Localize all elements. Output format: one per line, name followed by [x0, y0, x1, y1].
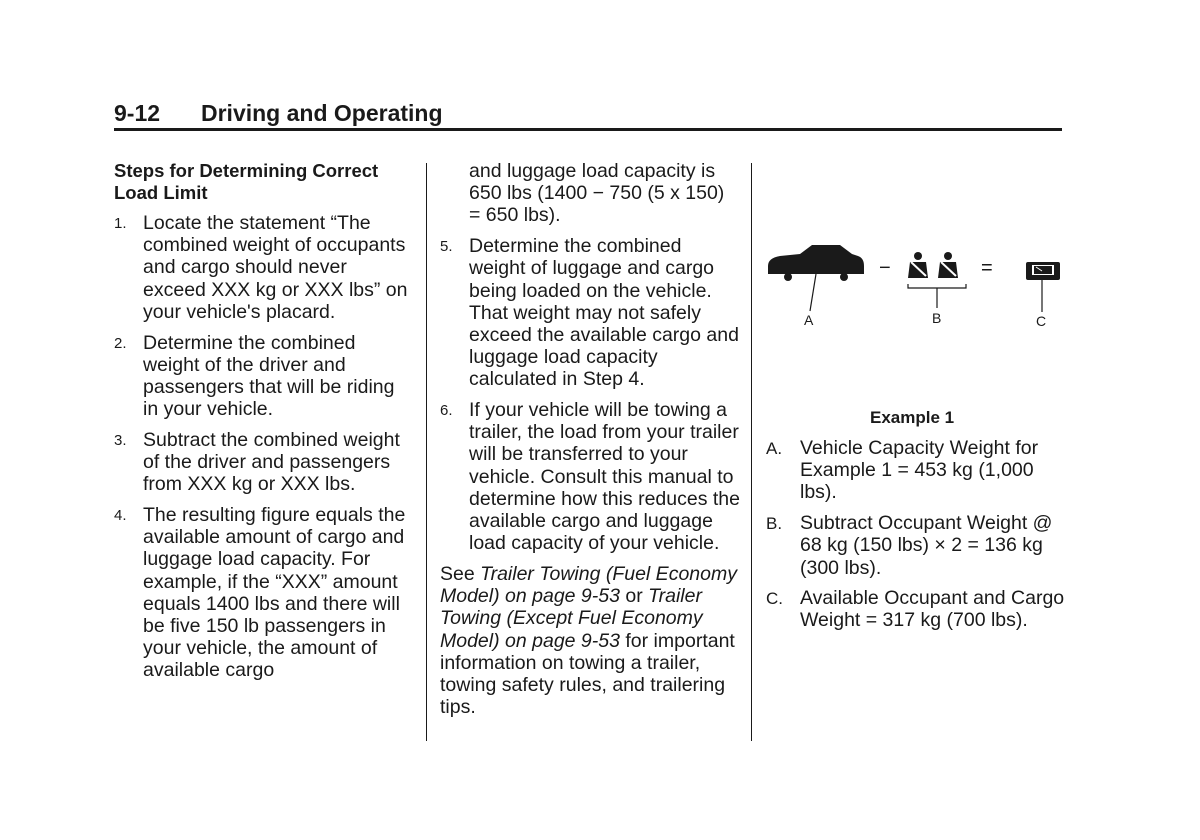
- item-text: Subtract Occupant Weight @ 68 kg (150 lbs) × 2 = 136 kg (300 lbs).: [800, 512, 1053, 579]
- column-divider: [426, 163, 427, 741]
- item-letter: A.: [766, 439, 783, 458]
- steps-list: [440, 235, 740, 554]
- list-item: [114, 332, 414, 421]
- item-text: Determine the combined weight of the driver and passengers that will be riding in your vehicle.: [143, 331, 395, 421]
- load-diagram: [766, 236, 1066, 336]
- header-rule: [114, 128, 1062, 131]
- see-suffix: for important information on towing a trailer, towing safety rules, and trailering tips.: [440, 629, 735, 719]
- list-item: [766, 587, 1066, 631]
- seatbelt-occupant-icon: [938, 252, 958, 278]
- example-list: [766, 437, 1066, 632]
- list-item: [114, 504, 414, 682]
- label-c: C: [1036, 313, 1047, 329]
- item-letter: C.: [766, 589, 783, 609]
- item-text: Vehicle Capacity Weight for Example 1 = 453 kg (1,000 lbs).: [800, 437, 1039, 504]
- section-title: Driving and Operating: [201, 100, 443, 126]
- trailer-towing-except-fuel-economy-link[interactable]: Trailer Towing (Except Fuel Economy Model) on page 9‑53: [440, 585, 703, 652]
- seatbelt-occupant-icon: [908, 252, 928, 278]
- trailer-towing-fuel-economy-link[interactable]: Trailer Towing (Fuel Economy Model) on page 9‑53: [440, 562, 737, 608]
- list-item: [114, 429, 414, 496]
- continued-text: and luggage load capacity is 650 lbs (1400 − 750 (5 x 150) = 650 lbs).: [469, 160, 725, 227]
- item-number: 2.: [114, 334, 127, 352]
- column-1: [114, 160, 414, 690]
- load-illustration: [766, 236, 1066, 336]
- see-reference: [440, 563, 740, 718]
- steps-list: [114, 212, 414, 682]
- page-number: 9-12: [114, 100, 161, 126]
- item-text: If your vehicle will be towing a trailer, the load from your trailer will be transferred to your vehicle. Consult this manual to determine how this reduces the available cargo and luggage load capacity of your vehicle.: [469, 399, 740, 555]
- item-text: Locate the statement “The combined weight of occupants and cargo should never exceed XXX kg or XXX lbs” on your vehicle's placard.: [143, 212, 408, 323]
- see-prefix: See: [440, 562, 481, 585]
- item-number: 5.: [440, 238, 453, 256]
- figure-caption: Example 1: [870, 408, 955, 427]
- list-item: [440, 399, 740, 554]
- list-item: [766, 437, 1066, 504]
- item-text: Determine the combined weight of luggage and cargo being loaded on the vehicle. That weight may not safely exceed the available cargo and luggage load capacity calculated in Step 4.: [469, 235, 739, 391]
- list-item: [440, 235, 740, 390]
- list-item: [114, 212, 414, 323]
- section-heading: Steps for Determining Correct Load Limit: [114, 160, 379, 203]
- item-text: Available Occupant and Cargo Weight = 317 kg (700 lbs).: [800, 587, 1065, 632]
- item-letter: B.: [766, 514, 783, 534]
- column-3: [766, 437, 1066, 640]
- column-divider: [751, 163, 752, 741]
- list-item: [766, 512, 1066, 579]
- item-number: 3.: [114, 431, 127, 449]
- page-header: [114, 100, 1062, 130]
- item-text: Subtract the combined weight of the driver and passengers from XXX kg or XXX lbs.: [143, 428, 400, 496]
- item-number: 1.: [114, 215, 127, 232]
- label-a: A: [804, 312, 814, 328]
- equals-sign: =: [981, 257, 993, 279]
- item-number: 4.: [114, 506, 127, 524]
- minus-sign: −: [879, 257, 891, 279]
- column-2: [440, 160, 740, 718]
- item-number: 6.: [440, 402, 453, 420]
- cargo-icon: [1026, 262, 1060, 280]
- label-b: B: [932, 310, 942, 326]
- see-middle: or: [619, 585, 649, 608]
- item-text: The resulting figure equals the available amount of cargo and luggage load capacity. For example, if the “XXX” amount equals 1400 lbs and there will be five 150 lb passengers in your vehicle, the amount of available cargo: [143, 503, 406, 682]
